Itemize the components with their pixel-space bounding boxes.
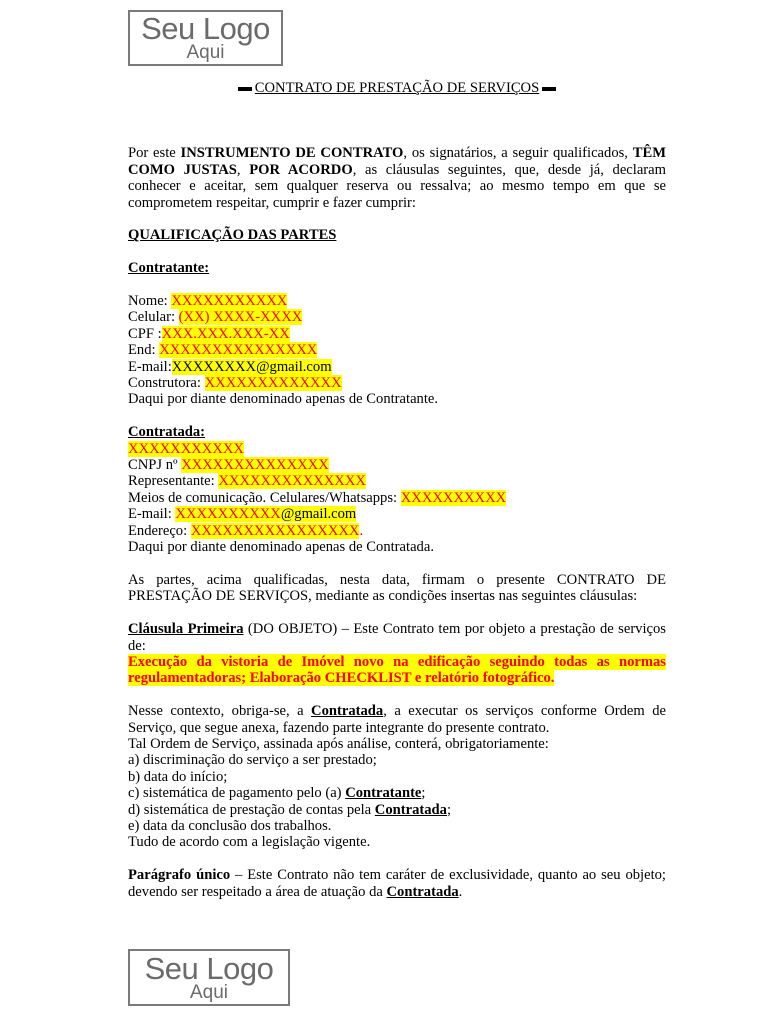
- logo-line2: Aqui: [189, 982, 229, 1003]
- document-title: [128, 80, 666, 96]
- field-placeholder: XXXXXXXXXXX: [128, 440, 244, 457]
- item-text: c) sistemática de pagamento pelo (a): [128, 785, 346, 802]
- item-d: [128, 802, 666, 818]
- field-dot: .: [359, 522, 364, 539]
- contratada-email: [128, 506, 666, 522]
- item-text: d) sistemática de prestação de contas pela: [128, 801, 375, 818]
- field-label: Celular:: [128, 309, 179, 326]
- intro-bold: POR ACORDO: [249, 161, 353, 178]
- field-placeholder: XXXXXXXXXXX: [171, 293, 288, 310]
- field-label: E-mail:: [128, 358, 172, 375]
- item-c: [128, 785, 666, 801]
- title-bar-left: [238, 87, 252, 91]
- item-contratante: Contratante: [345, 785, 422, 802]
- intro-paragraph: [128, 145, 666, 211]
- field-label: Meios de comunicação. Celulares/Whatsapps:: [128, 489, 401, 506]
- ordem-servico-line: Tal Ordem de Serviço, assinada após análise, conterá, obrigatoriamente:: [128, 735, 549, 752]
- document-body: [128, 80, 666, 900]
- field-label: Representante:: [128, 473, 219, 490]
- clausula-text: (DO OBJETO) – Este Contrato tem por objeto a prestação de serviços de:: [128, 621, 666, 654]
- contratada-endereco: [128, 523, 666, 539]
- field-placeholder: (XX) XXXX-XXXX: [178, 309, 303, 326]
- clausula-primeira: [128, 621, 666, 654]
- title-text: CONTRATO DE PRESTAÇÃO DE SERVIÇOS: [254, 80, 540, 96]
- intro-text: Por este: [128, 145, 181, 162]
- contratante-email: [128, 359, 666, 375]
- contratante-heading: Contratante:: [128, 260, 210, 277]
- logo-top: [128, 10, 283, 66]
- logo-line1: Seu Logo: [144, 951, 274, 986]
- contexto-text: Nesse contexto, obriga-se, a: [128, 703, 312, 720]
- partes-paragraph: As partes, acima qualificadas, nesta data, firmam o presente CONTRATO DE PRESTAÇÃO DE SERVIÇOS, mediante as condições insertas nas seguintes cláusulas:: [128, 571, 666, 605]
- contratada-meios: [128, 490, 666, 506]
- paragrafo-label: Parágrafo único: [128, 867, 231, 884]
- item-contratada: Contratada: [374, 801, 447, 818]
- field-placeholder: XXXXXXXXXXXXXX: [181, 457, 329, 474]
- field-placeholder: XXXXXXXXXXXXXXXX: [190, 522, 360, 539]
- intro-text: , as cláusulas seguintes, que, desde já, declaram conhecer e aceitar, sem qualquer reserva ou ressalva; ao mesmo tempo em que se comprometem respeitar, cumprir e fazer cumprir:: [128, 161, 666, 211]
- contexto-text: , a executar os serviços conforme Ordem de Serviço, que segue anexa, fazendo parte integrante do presente contrato.: [128, 703, 666, 736]
- contratante-footer: Daqui por diante denominado apenas de Contratante.: [128, 391, 439, 408]
- contexto-paragraph: [128, 703, 666, 736]
- field-label: Nome:: [128, 293, 172, 310]
- field-placeholder: XXXXXXXX@gmail.com: [171, 358, 332, 375]
- qualificacao-heading: QUALIFICAÇÃO DAS PARTES: [128, 227, 337, 244]
- field-placeholder-domain: @gmail.com: [280, 506, 357, 523]
- contratada-heading: Contratada:: [128, 424, 206, 441]
- contratante-cpf: [128, 326, 666, 342]
- field-label: CPF :: [128, 325, 162, 342]
- item-b: b) data do início;: [128, 768, 228, 785]
- field-placeholder: XXXXXXXXXXXXXX: [218, 473, 366, 490]
- paragrafo-contratada: Contratada: [386, 883, 459, 900]
- contratante-construtora: [128, 375, 666, 391]
- logo-line1: Seu Logo: [141, 11, 270, 46]
- item-text: ;: [446, 801, 452, 818]
- field-placeholder: XXXXXXXXXX: [175, 506, 281, 523]
- contratada-representante: [128, 473, 666, 489]
- field-label: Endereço:: [128, 522, 191, 539]
- contratada-cnpj: [128, 457, 666, 473]
- contratante-celular: [128, 309, 666, 325]
- clausula-label: Cláusula Primeira: [128, 621, 244, 638]
- intro-bold: TÊM COMO JUSTAS: [128, 145, 666, 178]
- item-a: a) discriminação do serviço a ser prestado;: [128, 752, 377, 769]
- title-bar-right: [542, 87, 556, 91]
- intro-bold: INSTRUMENTO DE CONTRATO: [180, 145, 404, 162]
- field-placeholder: XXXXXXXXXXXXX: [204, 375, 342, 392]
- contratante-nome: [128, 293, 666, 309]
- field-label: E-mail:: [128, 506, 176, 523]
- item-e: e) data da conclusão dos trabalhos.: [128, 817, 332, 834]
- field-placeholder: XXXXXXXXXXXXXXX: [159, 342, 318, 359]
- field-label: End:: [128, 342, 160, 359]
- paragrafo-end: .: [458, 883, 463, 900]
- contratante-end: [128, 342, 666, 358]
- contratada-name: [128, 441, 666, 457]
- paragrafo-unico: [128, 867, 666, 900]
- contratada-footer: Daqui por diante denominado apenas de Contratada.: [128, 539, 434, 556]
- logo-bottom: [128, 949, 290, 1006]
- objeto-highlight-text: Execução da vistoria de Imóvel novo na edificação seguindo todas as normas regulamentadoras; Elaboração CHECKLIST e relatório fotográfico.: [128, 653, 666, 687]
- field-placeholder: XXXXXXXXXX: [400, 489, 507, 506]
- intro-text: , os signatários, a seguir qualificados,: [403, 145, 633, 162]
- legislacao-line: Tudo de acordo com a legislação vigente.: [128, 834, 371, 851]
- item-text: ;: [421, 785, 426, 802]
- field-label: Construtora:: [128, 375, 205, 392]
- clausula-objeto-highlight: [128, 654, 666, 687]
- logo-line2: Aqui: [186, 42, 225, 63]
- paragrafo-text: – Este Contrato não tem caráter de exclusividade, quanto ao seu objeto; devendo ser respeitado a área de atuação da: [128, 867, 666, 900]
- field-label: CNPJ nº: [128, 457, 182, 474]
- field-placeholder: XXX.XXX.XXX-XX: [161, 325, 290, 342]
- intro-text: ,: [236, 161, 250, 178]
- contexto-contratada: Contratada: [311, 703, 384, 720]
